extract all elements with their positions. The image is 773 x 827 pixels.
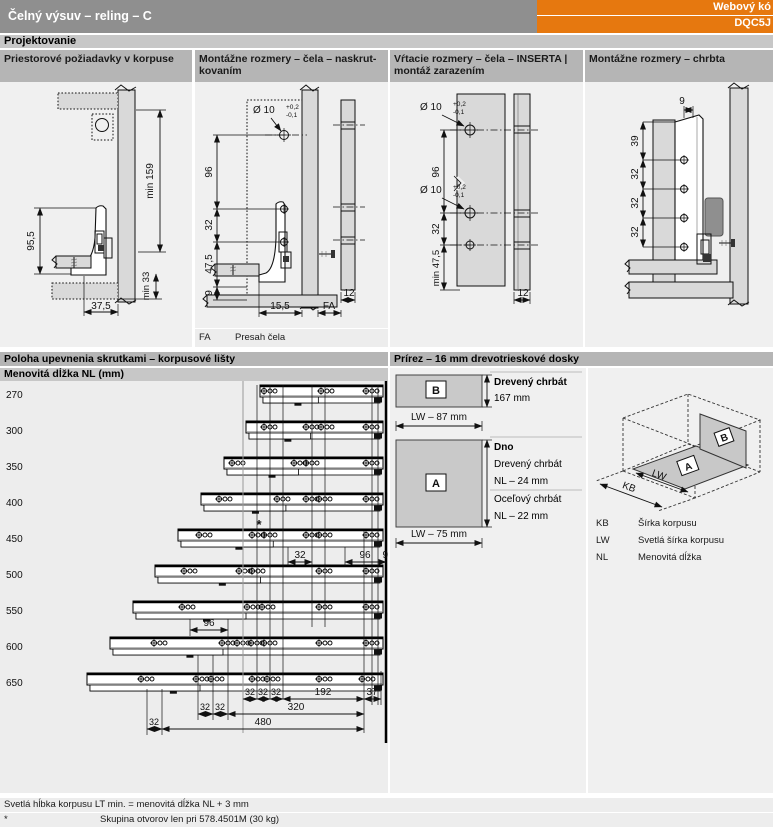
piece-b-value: 167 mm <box>494 392 531 404</box>
dim-min475: min 47,5 <box>431 249 442 287</box>
dim-9: 9 <box>204 290 215 296</box>
chain1-192: 192 <box>314 687 332 698</box>
chain2-32b: 32 <box>214 702 226 712</box>
piece-a-dims <box>396 529 482 548</box>
cut-section-title: Prírez – 16 mm drevotrieskové dosky <box>394 353 580 365</box>
rails-group <box>6 385 383 694</box>
svg-text:450: 450 <box>6 534 23 545</box>
dim-9: 9 <box>679 96 685 107</box>
iso-lw-label: LW <box>650 467 668 483</box>
dim-96: 96 <box>431 166 442 178</box>
footer-note-1 <box>0 798 773 812</box>
piece-a-row-nl24: NL – 24 mm <box>494 475 549 487</box>
dim-12: 12 <box>517 288 529 299</box>
footer-note-2 <box>0 813 773 827</box>
section-bar <box>0 35 773 48</box>
rails-section-header <box>0 352 388 366</box>
chain3-32: 32 <box>148 717 160 727</box>
col-header-4 <box>585 50 773 82</box>
col-header-4-text: Montážne rozmery – chrbta <box>589 53 725 65</box>
piece-a-row-nl22: NL – 22 mm <box>494 510 549 522</box>
piece-b-name: Drevený chrbát <box>494 376 567 388</box>
col-header-3-line1: Vŕtacie rozmery – čela – INSERTA | <box>394 53 568 65</box>
front-screw-on-drawing <box>195 82 388 327</box>
dim-32b: 32 <box>630 197 641 209</box>
dim-96: 96 <box>204 166 215 178</box>
dim-min33: min 33 <box>141 271 152 301</box>
dim-155: 15,5 <box>270 301 290 312</box>
section-label: Projektovanie <box>4 35 77 47</box>
legend-row-kb <box>588 518 773 535</box>
chain1-37: 37 <box>366 687 378 698</box>
footer-note-1-text: Svetlá hĺbka korpusu LT min. = menovitá dĺžka NL + 3 mm <box>4 799 249 810</box>
diameter-label: Ø 10 <box>253 105 275 116</box>
diameter-label-1: Ø 10 <box>420 102 442 113</box>
divider <box>586 368 588 794</box>
col-header-2 <box>195 50 388 82</box>
tolerance-2-minus: -0,1 <box>453 192 465 199</box>
legend-code-lw: LW <box>596 534 610 546</box>
footer-star: * <box>4 814 8 825</box>
dim-955: 95,5 <box>26 231 37 251</box>
iso-panel <box>588 368 773 794</box>
iso-kb-label: KB <box>620 479 638 495</box>
drawer-profile <box>52 206 112 275</box>
piece-b-label: B <box>432 384 440 397</box>
tolerance-plus: +0,2 <box>286 104 299 111</box>
iso-a-text: A <box>683 460 694 474</box>
svg-text:500: 500 <box>6 570 23 581</box>
chain2-32a: 32 <box>199 702 211 712</box>
piece-a-row-wood-back: Drevený chrbát <box>494 458 562 470</box>
fa-legend <box>195 328 388 348</box>
dim-32: 32 <box>431 223 442 235</box>
dimension-chains <box>147 517 388 729</box>
webcode-label: Webový kó <box>537 0 773 16</box>
fa-legend-value: Presah čela <box>235 332 286 343</box>
panels <box>454 94 530 290</box>
col-header-2-text <box>195 50 388 77</box>
dim-9-mid: 9 <box>382 550 388 561</box>
col-header-3 <box>390 50 583 82</box>
front-inserta-drawing <box>390 82 583 327</box>
legend-row-nl <box>588 552 773 569</box>
space-requirements-drawing <box>0 82 192 327</box>
piece-b-width: LW – 87 mm <box>411 411 467 423</box>
dim-32: 32 <box>204 219 215 231</box>
cut-pieces-panel <box>390 368 586 794</box>
svg-text:300: 300 <box>6 426 23 437</box>
legend-desc-nl: Menovitá dĺžka <box>638 551 702 563</box>
svg-text:400: 400 <box>6 498 23 509</box>
col-header-2-line2: kovaním <box>199 65 242 77</box>
legend-row-lw <box>588 535 773 552</box>
piece-a-row-steel-back: Oceľový chrbát <box>494 493 562 505</box>
piece-a <box>396 437 582 527</box>
drill-hole-callout <box>253 104 307 142</box>
footer-note-2-text: Skupina otvorov len pri 578.4501M (30 kg) <box>100 814 280 825</box>
rails-subtitle: Menovitá dĺžka NL (mm) <box>4 367 124 380</box>
piece-a-width: LW – 75 mm <box>411 528 467 540</box>
rails-diagram <box>0 381 388 793</box>
dim-32c: 32 <box>630 226 641 238</box>
cabinet-iso-drawing <box>588 376 773 521</box>
tolerance-1-minus: -0,1 <box>453 109 465 116</box>
panel-front-screw-on <box>195 82 388 347</box>
svg-text:600: 600 <box>6 642 23 653</box>
col-header-3-text <box>390 50 583 77</box>
page-title: Čelný výsuv – reling – C <box>8 9 152 23</box>
piece-a-label: A <box>432 477 440 490</box>
svg-text:350: 350 <box>6 462 23 473</box>
panels <box>625 83 749 306</box>
rails-section-title: Poloha upevnenia skrutkami – korpusové lišty <box>4 353 236 365</box>
chain3-480: 480 <box>254 717 272 728</box>
legend-code-nl: NL <box>596 551 609 563</box>
chain2-320: 320 <box>287 702 305 713</box>
chain1-32b: 32 <box>257 687 269 697</box>
panel-back-mounting <box>585 82 773 347</box>
diameter-label-2: Ø 10 <box>420 185 442 196</box>
cut-section-header <box>390 352 773 366</box>
iso-b-text: B <box>719 431 730 445</box>
col-header-1 <box>0 50 192 82</box>
divider <box>0 366 773 368</box>
dim-32a: 32 <box>630 168 641 180</box>
panel-space-requirements <box>0 82 192 347</box>
chain1-32c: 32 <box>270 687 282 697</box>
divider <box>192 50 195 347</box>
tolerance-minus: -0,1 <box>286 112 298 119</box>
col-header-1-text: Priestorové požiadavky v korpuse <box>4 53 174 65</box>
chain1-32a: 32 <box>244 687 256 697</box>
dim-fa: FA <box>322 301 336 312</box>
dim-39: 39 <box>630 135 641 147</box>
legend-code-kb: KB <box>596 517 609 529</box>
star-marker: * <box>256 517 262 532</box>
dim-475: 47,5 <box>204 254 215 274</box>
dim-96-mid: 96 <box>359 550 371 561</box>
panel-front-inserta <box>390 82 583 347</box>
svg-text:650: 650 <box>6 678 23 689</box>
tolerance-1-plus: +0,2 <box>453 101 466 108</box>
divider <box>388 352 390 793</box>
dim-12: 12 <box>343 288 355 299</box>
rails-diagram-panel <box>0 381 388 793</box>
tolerance-2-plus: +0,2 <box>453 184 466 191</box>
rails-subtitle-bar <box>0 368 388 382</box>
svg-text:550: 550 <box>6 606 23 617</box>
piece-b-dims <box>396 412 482 431</box>
back-mounting-drawing <box>585 82 773 327</box>
divider <box>388 50 390 347</box>
webcode-box <box>537 0 773 33</box>
abbrev-legend <box>588 518 773 569</box>
dim-min159: min 159 <box>145 163 156 199</box>
col-header-2-line1: Montážne rozmery – čela – naskrut- <box>199 53 377 65</box>
legend-desc-lw: Svetlá šírka korpusu <box>638 534 725 546</box>
divider <box>583 50 585 347</box>
svg-text:270: 270 <box>6 390 23 401</box>
fa-legend-key: FA <box>199 332 211 343</box>
piece-a-row-dno: Dno <box>494 441 514 453</box>
dim-375: 37,5 <box>91 301 111 312</box>
webcode-value: DQC5J <box>734 17 771 29</box>
col-header-3-line2: montáž zarazením <box>394 65 485 77</box>
legend-desc-kb: Šírka korpusu <box>638 517 697 529</box>
dim-32-mid: 32 <box>294 550 306 561</box>
dim-96-550: 96 <box>203 618 215 629</box>
